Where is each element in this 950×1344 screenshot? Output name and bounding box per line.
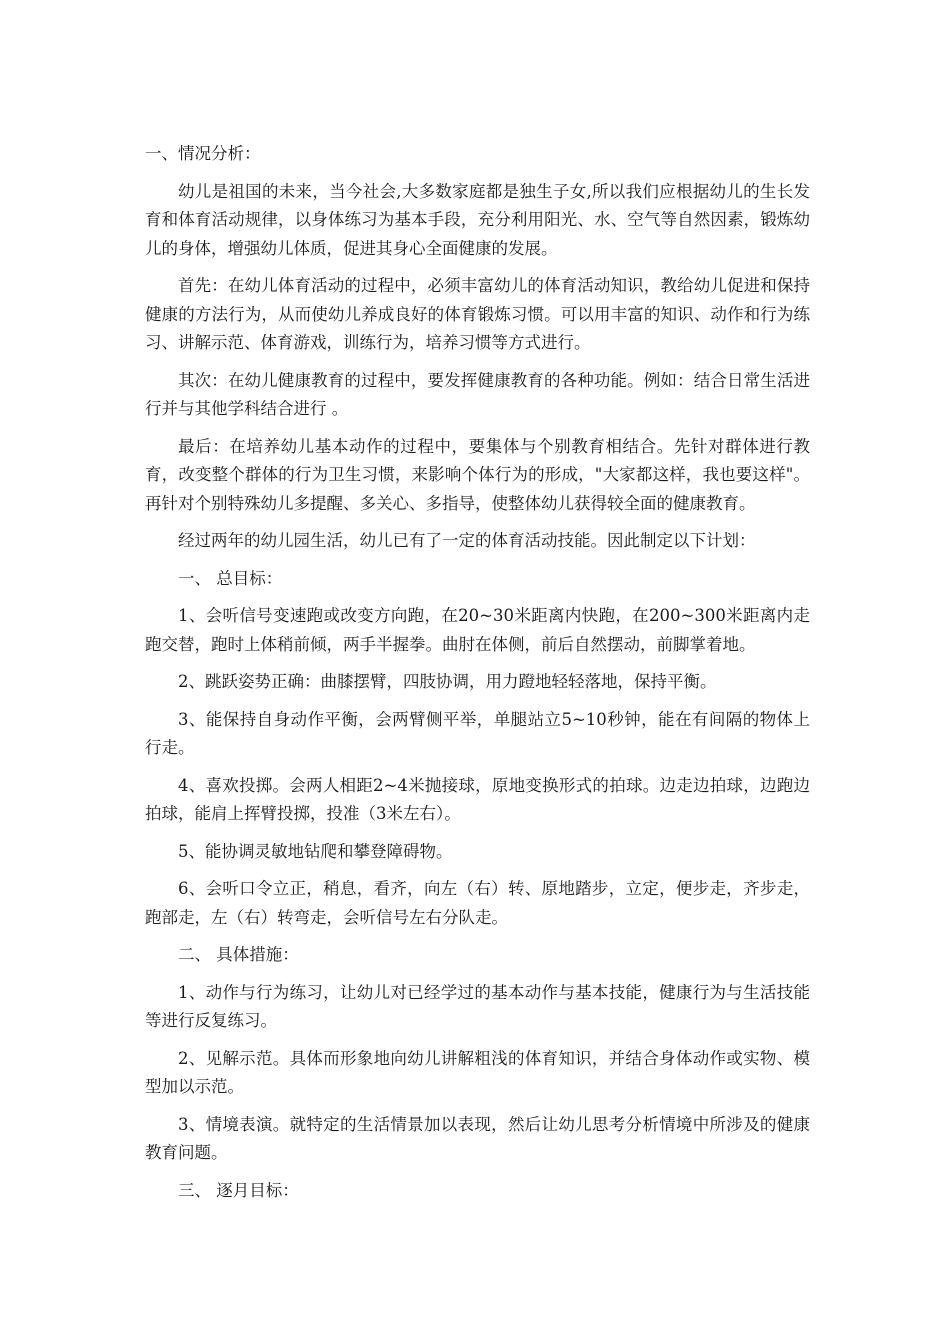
- paragraph-intro: 幼儿是祖国的未来，当今社会,大多数家庭都是独生子女,所以我们应根据幼儿的生长发育和体育活动规律，以身体练习为基本手段，充分利用阳光、水、空气等自然因素，锻炼幼儿的身体，增强幼儿体质，促进其身心全面健康的发展。: [145, 181, 810, 258]
- measure-item-1: 1、动作与行为练习，让幼儿对已经学过的基本动作与基本技能，健康行为与生活技能等进行反复练习。: [145, 982, 810, 1030]
- paragraph-first: 首先：在幼儿体育活动的过程中，必须丰富幼儿的体育活动知识，教给幼儿促进和保持健康的方法行为，从而使幼儿养成良好的体育锻炼习惯。可以用丰富的知识、动作和行为练习、讲解示范、体育游戏，训练行为，培养习惯等方式进行。: [145, 276, 810, 352]
- document-page: [145, 140, 810, 1214]
- section-heading-measures: 二、 具体措施：: [178, 945, 299, 964]
- goal-item-6: 6、会听口令立正，稍息，看齐，向左（右）转、原地踏步，立定，便步走，齐步走，跑部走，左（右）转弯走，会听信号左右分队走。: [145, 879, 810, 927]
- goal-item-5: 5、能协调灵敏地钻爬和攀登障碍物。: [178, 841, 453, 861]
- section-heading-overall-goals: 一、 总目标：: [178, 568, 283, 588]
- goal-item-3: 3、能保持自身动作平衡，会两臂侧平举，单腿站立5~10秒钟，能在有间隔的物体上行走。: [145, 709, 810, 757]
- goal-item-4: 4、喜欢投掷。会两人相距2~4米抛接球，原地变换形式的拍球。边走边拍球，边跑边拍球，能肩上挥臂投掷，投准（3米左右）。: [145, 775, 810, 823]
- section-heading-monthly-goals: 三、 逐月目标：: [178, 1180, 299, 1200]
- measure-item-3: 3、情境表演。就特定的生活情景加以表现，然后让幼儿思考分析情境中所涉及的健康教育问题。: [145, 1114, 810, 1162]
- measure-item-2: 2、见解示范。具体而形象地向幼儿讲解粗浅的体育知识，并结合身体动作或实物、模型加以示范。: [145, 1048, 810, 1096]
- paragraph-plan-intro: 经过两年的幼儿园生活，幼儿已有了一定的体育活动技能。因此制定以下计划：: [178, 531, 756, 550]
- paragraph-last: 最后：在培养幼儿基本动作的过程中，要集体与个别教育相结合。先针对群体进行教育，改变整个群体的行为卫生习惯，来影响个体行为的形成，"大家都这样，我也要这样"。再针对个别特殊幼儿多提醒、多关心、多指导，使整体幼儿获得较全面的健康教育。: [145, 436, 810, 513]
- goal-item-2: 2、跳跃姿势正确：曲膝摆臂，四肢协调，用力蹬地轻轻落地，保持平衡。: [178, 672, 717, 691]
- section-heading-situation-analysis: 一、情况分析：: [145, 144, 261, 163]
- goal-item-1: 1、会听信号变速跑或改变方向跑，在20~30米距离内快跑，在200~300米距离内走跑交替，跑时上体稍前倾，两手半握拳。曲肘在体侧，前后自然摆动，前脚掌着地。: [145, 606, 810, 654]
- paragraph-second: 其次：在幼儿健康教育的过程中，要发挥健康教育的各种功能。例如：结合日常生活进行并与其他学科结合进行 。: [145, 370, 810, 418]
